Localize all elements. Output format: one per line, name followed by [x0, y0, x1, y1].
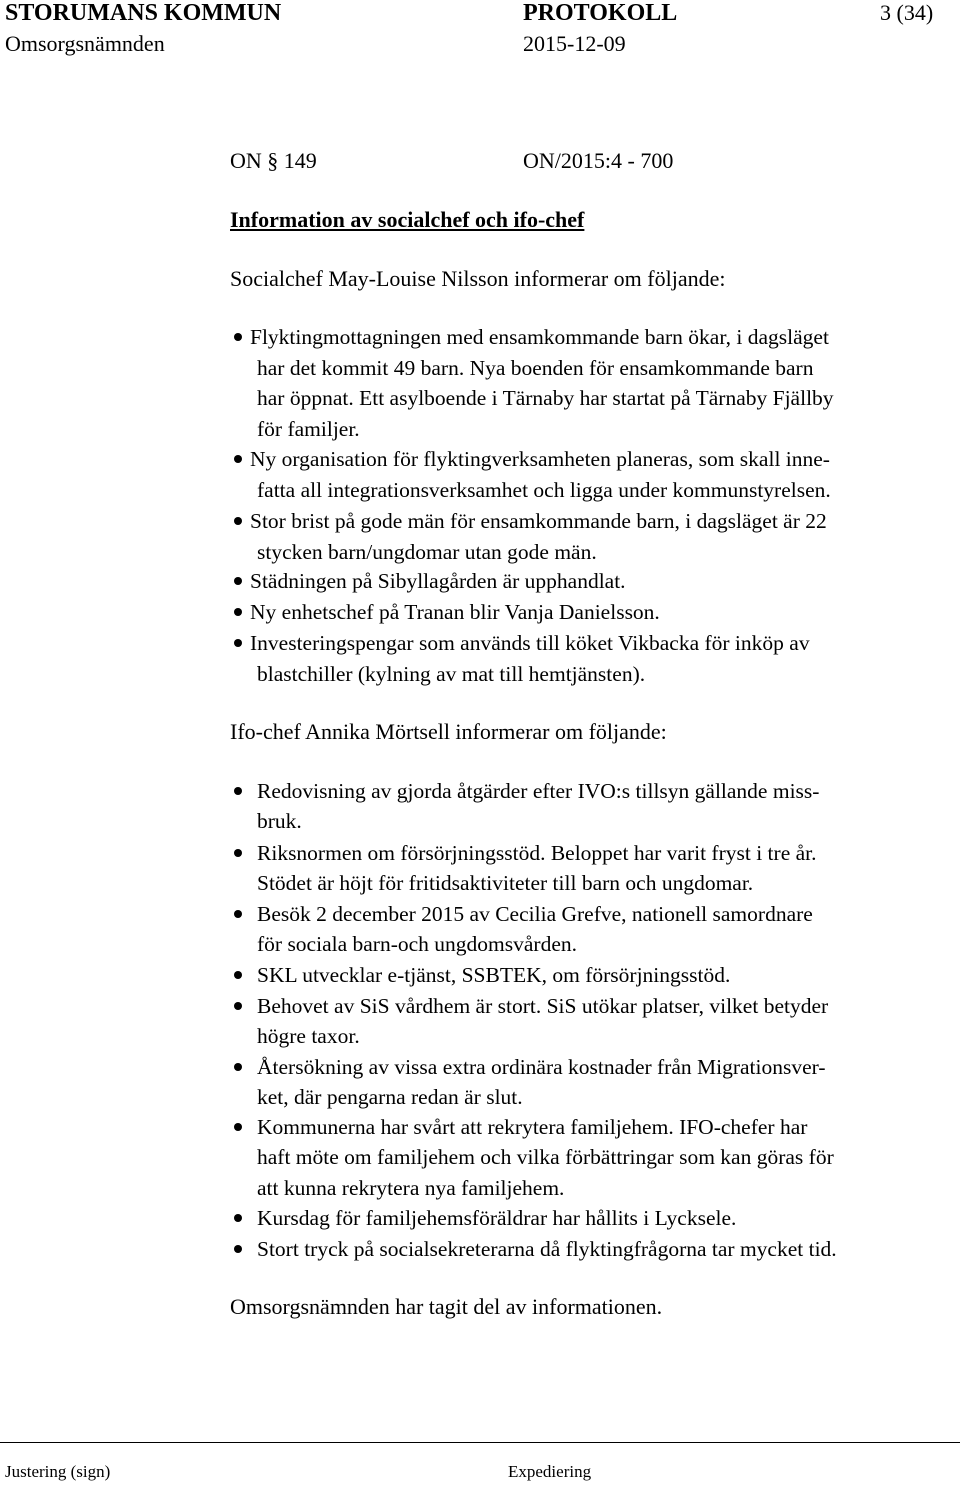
- list-item-line: att kunna rekrytera nya familjehem.: [257, 1175, 565, 1200]
- list-item-line: Flyktingmottagningen med ensamkommande barn ökar, i dagsläget: [250, 325, 829, 349]
- page-number: 3 (34): [880, 0, 934, 25]
- conclusion-text: Omsorgsnämnden har tagit del av informationen.: [230, 1294, 663, 1319]
- item-title: Information av socialchef och ifo-chef: [230, 207, 585, 232]
- list-item-line: Ny enhetschef på Tranan blir Vanja Danielsson.: [250, 600, 660, 624]
- list-item-line: Städningen på Sibyllagården är upphandlat.: [250, 569, 626, 593]
- list-item-line: Kommunerna har svårt att rekrytera familjehem. IFO-chefer har: [257, 1115, 808, 1139]
- bullet-icon: [234, 608, 242, 616]
- footer-signature-label: Justering (sign): [5, 1462, 111, 1481]
- bullet-icon: [234, 455, 242, 463]
- reference-number: ON/2015:4 - 700: [523, 148, 674, 173]
- list-item-line: stycken barn/ungdomar utan gode män.: [257, 539, 597, 564]
- bullet-icon: [234, 787, 242, 795]
- bullet-icon: [234, 1245, 242, 1253]
- municipality-name: STORUMANS KOMMUN: [5, 0, 282, 26]
- list-item-line: Stödet är höjt för fritidsaktiviteter till barn och ungdomar.: [257, 871, 754, 896]
- paragraph-number: ON § 149: [230, 148, 317, 173]
- list-item-line: har det kommit 49 barn. Nya boenden för ensamkommande barn: [257, 355, 814, 380]
- list-item-line: för sociala barn-och ungdomsvården.: [257, 932, 578, 957]
- list-item-line: SKL utvecklar e-tjänst, SSBTEK, om försörjningsstöd.: [257, 963, 731, 987]
- committee-name: Omsorgsnämnden: [5, 31, 165, 56]
- list-item-line: för familjer.: [257, 416, 360, 441]
- list-item-line: haft möte om familjehem och vilka förbättringar som kan göras för: [257, 1145, 834, 1170]
- bullet-icon: [234, 639, 242, 647]
- bullet-icon: [234, 1063, 242, 1071]
- bullet-icon: [234, 1123, 242, 1131]
- bullet-icon: [234, 971, 242, 979]
- list-item-line: Riksnormen om försörjningsstöd. Beloppet har varit fryst i tre år.: [257, 841, 817, 865]
- bullet-icon: [234, 517, 242, 525]
- list-item-line: fatta all integrationsverksamhet och ligga under kommunstyrelsen.: [257, 477, 831, 502]
- list-item-line: Behovet av SiS vårdhem är stort. SiS utökar platser, vilket betyder: [257, 994, 829, 1018]
- section2-intro: Ifo-chef Annika Mörtsell informerar om följande:: [230, 719, 667, 744]
- bullet-icon: [234, 849, 242, 857]
- footer-expediting-label: Expediering: [508, 1462, 592, 1481]
- bullet-icon: [234, 577, 242, 585]
- bullet-icon: [234, 1214, 242, 1222]
- footer-rule: [0, 1442, 960, 1443]
- list-item-line: Kursdag för familjehemsföräldrar har hållits i Lycksele.: [257, 1206, 737, 1230]
- list-item-line: Stor brist på gode män för ensamkommande barn, i dagsläget är 22: [250, 509, 827, 533]
- list-item-line: Ny organisation för flyktingverksamheten planeras, som skall inne-: [250, 447, 830, 471]
- bullet-icon: [234, 333, 242, 341]
- list-item-line: Redovisning av gjorda åtgärder efter IVO:s tillsyn gällande miss-: [257, 779, 820, 803]
- section1-intro: Socialchef May-Louise Nilsson informerar om följande:: [230, 266, 726, 291]
- list-item-line: Investeringspengar som används till köket Vikbacka för inköp av: [250, 631, 810, 655]
- bullet-icon: [234, 1002, 242, 1010]
- document-type: PROTOKOLL: [523, 0, 678, 26]
- list-item-line: högre taxor.: [257, 1024, 360, 1049]
- list-item-line: Besök 2 december 2015 av Cecilia Grefve, nationell samordnare: [257, 902, 813, 926]
- list-item-line: blastchiller (kylning av mat till hemtjänsten).: [257, 661, 646, 686]
- list-item-line: bruk.: [257, 809, 302, 834]
- list-item-line: har öppnat. Ett asylboende i Tärnaby har startat på Tärnaby Fjällby: [257, 386, 834, 410]
- list-item-line: ket, där pengarna redan är slut.: [257, 1085, 523, 1110]
- list-item-line: Återsökning av vissa extra ordinära kostnader från Migrationsver-: [257, 1055, 826, 1079]
- meeting-date: 2015-12-09: [523, 31, 626, 56]
- bullet-icon: [234, 910, 242, 918]
- list-item-line: Stort tryck på socialsekreterarna då flyktingfrågorna tar mycket tid.: [257, 1237, 837, 1261]
